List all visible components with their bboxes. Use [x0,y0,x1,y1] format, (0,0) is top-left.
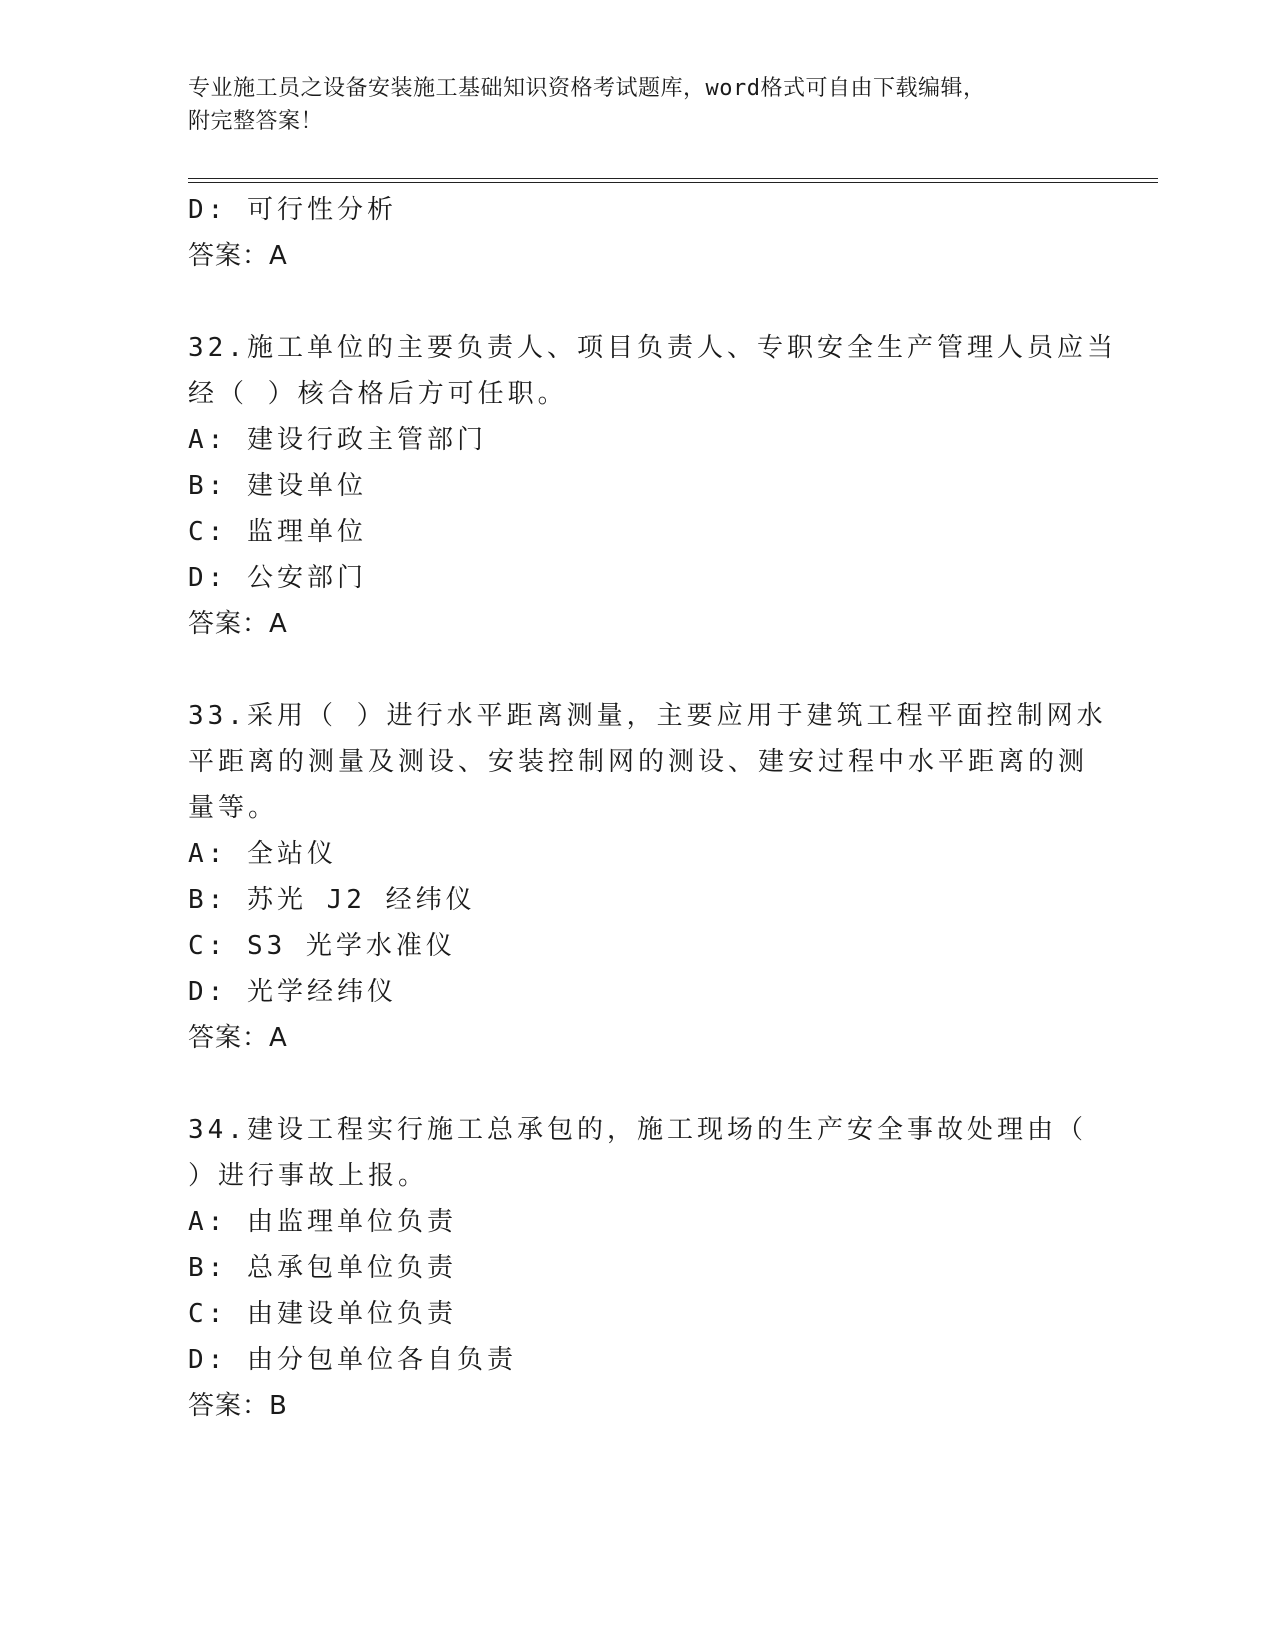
question-stem: 量等。 [188,793,279,823]
option-c: C: 由建设单位负责 [188,1299,457,1329]
spacer [188,1061,1088,1107]
option-b: B: 总承包单位负责 [188,1253,457,1283]
question-stem: ）进行事故上报。 [188,1161,429,1191]
question-stem: 32.施工单位的主要负责人、项目负责人、专职安全生产管理人员应当 [188,333,1117,363]
question-stem: 33.采用（ ）进行水平距离测量，主要应用于建筑工程平面控制网水 [188,701,1107,731]
option-c: C: 监理单位 [188,517,367,547]
answer-line: 答案：B [188,1391,288,1421]
option-d: D: 由分包单位各自负责 [188,1345,517,1375]
option-a: A: 建设行政主管部门 [188,425,487,455]
document-header [188,72,1088,138]
spacer [188,647,1088,693]
answer-line: 答案：A [188,1023,288,1053]
question-list [188,187,1117,1429]
option-d: D: 光学经纬仪 [188,977,397,1007]
answer-line: 答案：A [188,241,288,271]
option-c: C: S3 光学水准仪 [188,931,456,961]
option-d: D: 公安部门 [188,563,367,593]
header-line-2: 附完整答案！ [188,109,324,134]
option-a: A: 由监理单位负责 [188,1207,457,1237]
question-stem: 34.建设工程实行施工总承包的，施工现场的生产安全事故处理由（ [188,1115,1087,1145]
header-line-1: 专业施工员之设备安装施工基础知识资格考试题库，word格式可自由下载编辑， [188,76,986,101]
option-b: B: 苏光 J2 经纬仪 [188,885,476,915]
question-34 [188,1107,1088,1429]
answer-line: 答案：A [188,609,288,639]
option-a: A: 全站仪 [188,839,337,869]
header-divider [188,178,1158,183]
option-d: D: 可行性分析 [188,195,397,225]
spacer [188,279,1088,325]
question-33 [188,693,1107,1061]
option-b: B: 建设单位 [188,471,367,501]
question-32 [188,325,1117,647]
question-stem: 经（ ）核合格后方可任职。 [188,379,568,409]
question-stem: 平距离的测量及测设、安装控制网的测设、建安过程中水平距离的测 [188,747,1089,777]
